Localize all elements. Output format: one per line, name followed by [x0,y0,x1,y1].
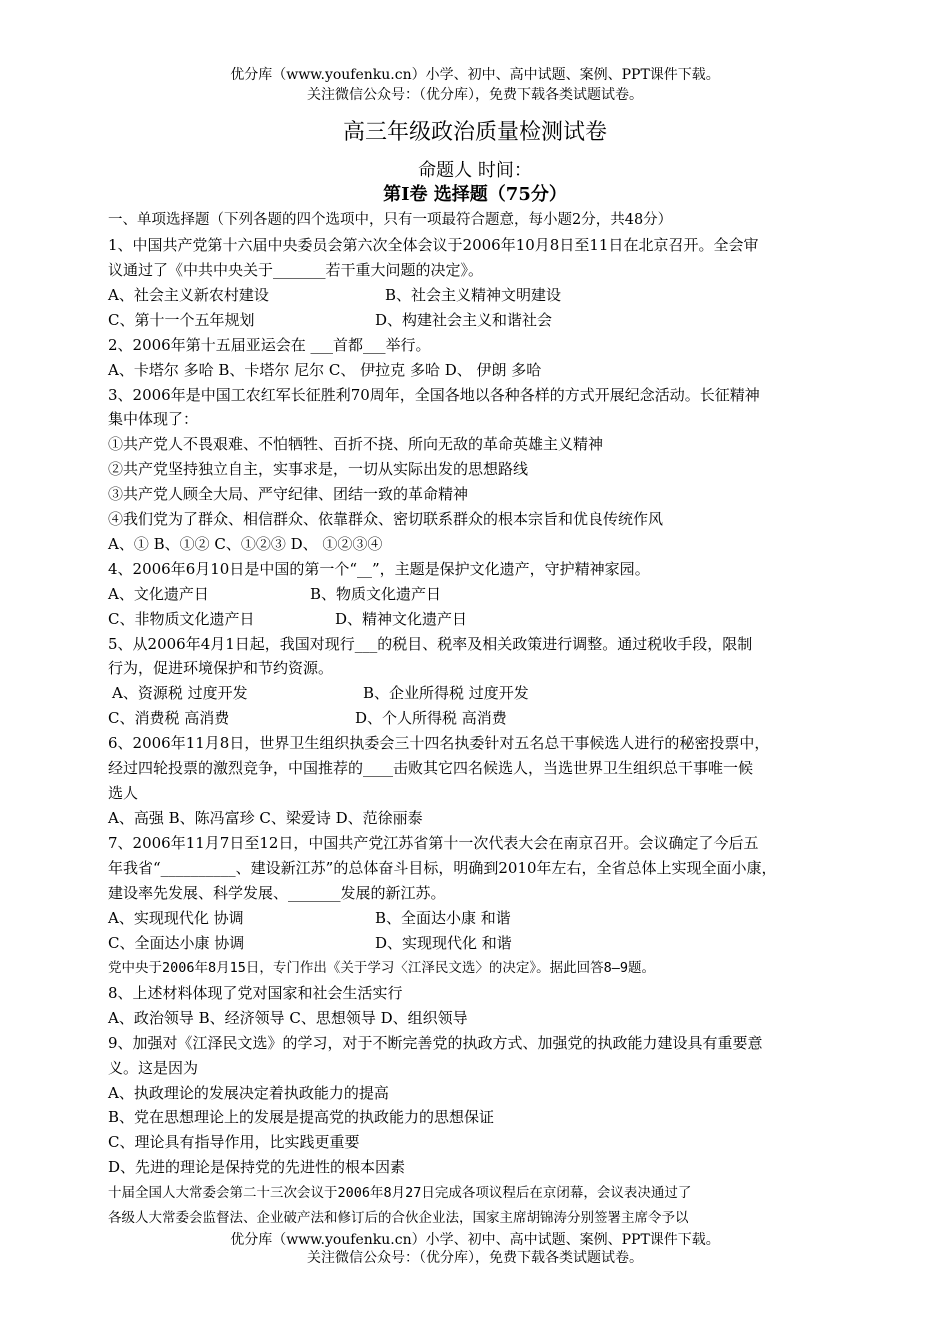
q5-stem-1: 5、从2006年4月1日起，我国对现行___的税目、税率及相关政策进行调整。通过税收手段，限制 [108,635,753,653]
footer-line-2: 关注微信公众号：（优分库），免费下载各类试题试卷。 [307,1250,643,1266]
q3-statement-1: ①共产党人不畏艰难、不怕牺牲、百折不挠、所向无敌的革命英雄主义精神 [108,435,604,453]
q2-options: A、卡塔尔 多哈 B、卡塔尔 尼尔 C、 伊拉克 多哈 D、 伊朗 多哈 [108,361,542,379]
exam-title: 高三年级政治质量检测试卷 [342,120,607,145]
q1-option-b: B、社会主义精神文明建设 [385,286,562,304]
q6-options: A、高强 B、陈冯富珍 C、梁爱诗 D、范徐丽泰 [108,809,423,827]
material-2-line-1: 十届全国人大常委会第二十三次会议于2006年8月27日完成各项议程后在京闭幕，会议表决通过了 [108,1185,692,1201]
q5-option-a: A、资源税 过度开发 [112,684,248,702]
material-2-line-2: 各级人大常委会监督法、企业破产法和修订后的合伙企业法，国家主席胡锦涛分别签署主席令予以 [108,1210,689,1226]
q1-option-c: C、第十一个五年规划 [108,311,255,329]
q1-option-a: A、社会主义新农村建设 [108,286,269,304]
q7-stem-3: 建设率先发展、科学发展、_______发展的新江苏。 [108,884,446,902]
q9-option-a: A、执政理论的发展决定着执政能力的提高 [108,1084,389,1102]
q9-option-c: C、理论具有指导作用，比实践更重要 [108,1133,360,1151]
q4-stem: 4、2006年6月10日是中国的第一个“__”，主题是保护文化遗产，守护精神家园。 [108,560,650,578]
q7-option-a: A、实现现代化 协调 [108,909,244,927]
q9-option-b: B、党在思想理论上的发展是提高党的执政能力的思想保证 [108,1108,495,1126]
q4-option-d: D、精神文化遗产日 [335,610,468,628]
instructions: 一、单项选择题（下列各题的四个选项中，只有一项最符合题意，每小题2分，共48分） [108,212,673,228]
q5-option-b: B、企业所得税 过度开发 [363,684,529,702]
q8-stem: 8、上述材料体现了党对国家和社会生活实行 [108,984,403,1002]
q5-stem-2: 行为，促进环境保护和节约资源。 [108,659,334,677]
q3-statement-2: ②共产党坚持独立自主，实事求是，一切从实际出发的思想路线 [108,460,529,478]
q4-option-a: A、文化遗产日 [108,585,209,603]
section-title: 第I卷 选择题（75分） [383,184,567,205]
q7-option-b: B、全面达小康 和谐 [375,909,511,927]
q1-option-d: D、构建社会主义和谐社会 [375,311,553,329]
q3-stem-1: 3、2006年是中国工农红军长征胜利70周年，全国各地以各种各样的方式开展纪念活动。长征精神 [108,386,760,404]
q3-statement-3: ③共产党人顾全大局、严守纪律、团结一致的革命精神 [108,485,469,503]
q4-option-b: B、物质文化遗产日 [310,585,442,603]
header-line-2: 关注微信公众号：（优分库），免费下载各类试题试卷。 [307,87,643,103]
q9-stem-1: 9、加强对《江泽民文选》的学习，对于不断完善党的执政方式、加强党的执政能力建设具有重要意 [108,1034,763,1052]
q3-options: A、① B、①② C、①②③ D、 ①②③④ [108,535,383,553]
q3-statement-4: ④我们党为了群众、相信群众、依靠群众、密切联系群众的根本宗旨和优良传统作风 [108,510,664,528]
q4-option-c: C、非物质文化遗产日 [108,610,255,628]
q8-options: A、政治领导 B、经济领导 C、思想领导 D、组织领导 [108,1009,468,1027]
q6-stem-3: 选人 [108,784,139,802]
q3-stem-2: 集中体现了： [108,410,199,428]
q1-stem-2: 议通过了《中共中央关于_______若干重大问题的决定》。 [108,261,484,279]
q7-option-c: C、全面达小康 协调 [108,934,245,952]
q5-option-d: D、个人所得税 高消费 [355,709,507,727]
footer-line-1: 优分库（www.youfenku.cn）小学、初中、高中试题、案例、PPT课件下载。 [230,1232,720,1248]
material-1: 党中央于2006年8月15日，专门作出《关于学习〈江泽民文选〉的决定》。据此回答8—9题。 [108,960,656,976]
q9-option-d: D、先进的理论是保持党的先进性的根本因素 [108,1158,406,1176]
q7-option-d: D、实现现代化 和谐 [375,934,512,952]
header-line-1: 优分库（www.youfenku.cn）小学、初中、高中试题、案例、PPT课件下载。 [230,67,720,83]
q7-stem-2: 年我省“__________、建设新江苏”的总体奋斗目标，明确到2010年左右，全省总体上实现全面小康， [108,859,777,877]
q6-stem-1: 6、2006年11月8日，世界卫生组织执委会三十四名执委针对五名总干事候选人进行的秘密投票中， [108,734,770,752]
q2-stem: 2、2006年第十五届亚运会在 ___首都___举行。 [108,336,431,354]
q9-stem-2: 义。这是因为 [108,1059,199,1077]
q7-stem-1: 7、2006年11月7日至12日，中国共产党江苏省第十一次代表大会在南京召开。会议确定了今后五 [108,834,759,852]
author-time-line: 命题人 时间： [418,160,532,181]
q6-stem-2: 经过四轮投票的激烈竞争，中国推荐的____击败其它四名候选人，当选世界卫生组织总干事唯一候 [108,759,754,777]
q1-stem-1: 1、中国共产党第十六届中央委员会第六次全体会议于2006年10月8日至11日在北京召开。全会审 [108,236,759,254]
q5-option-c: C、消费税 高消费 [108,709,230,727]
